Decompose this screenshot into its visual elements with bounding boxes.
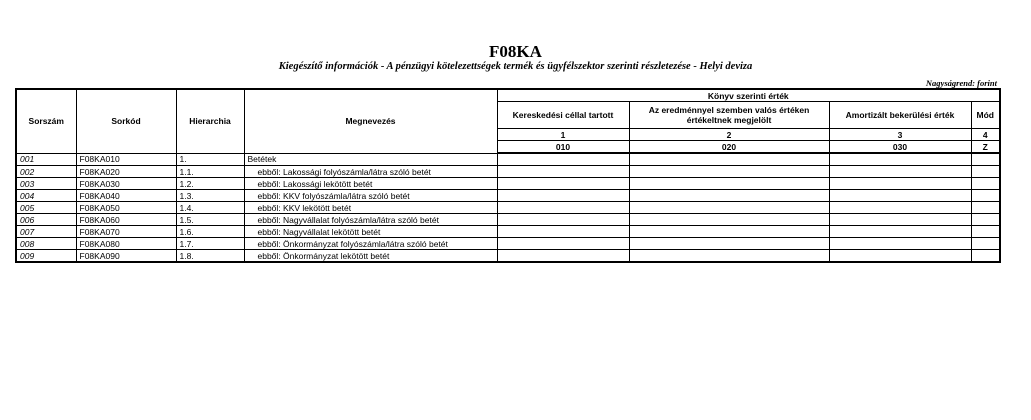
table-row	[16, 250, 1000, 263]
row-megnevezes: Betétek	[244, 153, 497, 166]
value-cell[interactable]	[971, 214, 1000, 226]
row-hierarchia: 1.7.	[176, 238, 244, 250]
row-megnevezes: ebből: KKV folyószámla/látra szóló betét	[244, 190, 497, 202]
col-code-z: Z	[971, 141, 1000, 154]
value-cell[interactable]	[829, 214, 971, 226]
row-megnevezes: ebből: Lakossági lekötött betét	[244, 178, 497, 190]
col-header-kereskedesi: Kereskedési céllal tartott	[497, 102, 629, 129]
row-megnevezes: ebből: Lakossági folyószámla/látra szóló betét	[244, 166, 497, 178]
col-header-valos-ertek: Az eredménnyel szemben valós értéken értékeltnek megjelölt	[629, 102, 829, 129]
table-row	[16, 238, 1000, 250]
col-number-2: 2	[629, 129, 829, 141]
row-megnevezes: ebből: Nagyvállalat folyószámla/látra szóló betét	[244, 214, 497, 226]
col-code-030: 030	[829, 141, 971, 154]
row-hierarchia: 1.4.	[176, 202, 244, 214]
row-hierarchia: 1.	[176, 153, 244, 166]
row-sorkod: F08KA060	[76, 214, 176, 226]
row-sorszam: 001	[16, 153, 76, 166]
value-cell[interactable]	[629, 166, 829, 178]
value-cell[interactable]	[971, 250, 1000, 263]
col-header-amortizalt: Amortizált bekerülési érték	[829, 102, 971, 129]
value-cell[interactable]	[971, 178, 1000, 190]
row-hierarchia: 1.6.	[176, 226, 244, 238]
value-cell[interactable]	[497, 202, 629, 214]
row-hierarchia: 1.2.	[176, 178, 244, 190]
value-cell[interactable]	[971, 226, 1000, 238]
col-header-hierarchia: Hierarchia	[176, 89, 244, 153]
row-sorkod: F08KA030	[76, 178, 176, 190]
value-cell[interactable]	[971, 166, 1000, 178]
table-row	[16, 178, 1000, 190]
value-cell[interactable]	[971, 190, 1000, 202]
row-hierarchia: 1.8.	[176, 250, 244, 263]
value-cell[interactable]	[629, 178, 829, 190]
value-cell[interactable]	[497, 190, 629, 202]
value-cell[interactable]	[629, 214, 829, 226]
value-cell[interactable]	[971, 153, 1000, 166]
value-cell[interactable]	[829, 202, 971, 214]
value-cell[interactable]	[829, 166, 971, 178]
col-code-010: 010	[497, 141, 629, 154]
table-row	[16, 214, 1000, 226]
row-sorkod: F08KA090	[76, 250, 176, 263]
row-sorkod: F08KA050	[76, 202, 176, 214]
table-row	[16, 190, 1000, 202]
value-cell[interactable]	[829, 250, 971, 263]
col-header-megnevezes: Megnevezés	[244, 89, 497, 153]
row-sorkod: F08KA070	[76, 226, 176, 238]
row-megnevezes: ebből: Önkormányzat lekötött betét	[244, 250, 497, 263]
value-cell[interactable]	[497, 178, 629, 190]
value-cell[interactable]	[629, 226, 829, 238]
table-row	[16, 166, 1000, 178]
row-sorkod: F08KA080	[76, 238, 176, 250]
row-hierarchia: 1.1.	[176, 166, 244, 178]
value-cell[interactable]	[829, 226, 971, 238]
value-cell[interactable]	[629, 238, 829, 250]
value-cell[interactable]	[497, 238, 629, 250]
col-number-3: 3	[829, 129, 971, 141]
value-cell[interactable]	[497, 166, 629, 178]
col-header-sorszam: Sorszám	[16, 89, 76, 153]
value-cell[interactable]	[497, 214, 629, 226]
row-sorszam: 002	[16, 166, 76, 178]
row-megnevezes: ebből: Önkormányzat folyószámla/látra szóló betét	[244, 238, 497, 250]
report-table	[15, 88, 1001, 263]
col-number-4: 4	[971, 129, 1000, 141]
row-sorkod: F08KA040	[76, 190, 176, 202]
row-sorszam: 007	[16, 226, 76, 238]
row-sorkod: F08KA010	[76, 153, 176, 166]
col-number-1: 1	[497, 129, 629, 141]
value-cell[interactable]	[629, 190, 829, 202]
col-group-konyv: Könyv szerinti érték	[497, 89, 1000, 102]
value-cell[interactable]	[497, 250, 629, 263]
value-cell[interactable]	[629, 250, 829, 263]
value-cell[interactable]	[497, 226, 629, 238]
value-cell[interactable]	[971, 202, 1000, 214]
row-sorkod: F08KA020	[76, 166, 176, 178]
value-cell[interactable]	[829, 178, 971, 190]
report-subtitle: Kiegészítő információk - A pénzügyi kötelezettségek termék és ügyfélszektor szerinti részletezése - Helyi deviza	[278, 61, 753, 72]
table-row	[16, 153, 1000, 166]
col-code-020: 020	[629, 141, 829, 154]
col-header-mod: Mód	[971, 102, 1000, 129]
unit-label: Nagyságrend: forint	[925, 78, 997, 88]
row-sorszam: 004	[16, 190, 76, 202]
row-sorszam: 009	[16, 250, 76, 263]
value-cell[interactable]	[829, 190, 971, 202]
value-cell[interactable]	[829, 153, 971, 166]
row-hierarchia: 1.5.	[176, 214, 244, 226]
table-row	[16, 202, 1000, 214]
col-header-sorkod: Sorkód	[76, 89, 176, 153]
row-megnevezes: ebből: KKV lekötött betét	[244, 202, 497, 214]
row-hierarchia: 1.3.	[176, 190, 244, 202]
value-cell[interactable]	[971, 238, 1000, 250]
value-cell[interactable]	[629, 202, 829, 214]
row-sorszam: 003	[16, 178, 76, 190]
table-row	[16, 226, 1000, 238]
value-cell[interactable]	[497, 153, 629, 166]
report-title: F08KA	[489, 42, 542, 61]
row-sorszam: 006	[16, 214, 76, 226]
row-megnevezes: ebből: Nagyvállalat lekötött betét	[244, 226, 497, 238]
value-cell[interactable]	[629, 153, 829, 166]
value-cell[interactable]	[829, 238, 971, 250]
row-sorszam: 005	[16, 202, 76, 214]
row-sorszam: 008	[16, 238, 76, 250]
